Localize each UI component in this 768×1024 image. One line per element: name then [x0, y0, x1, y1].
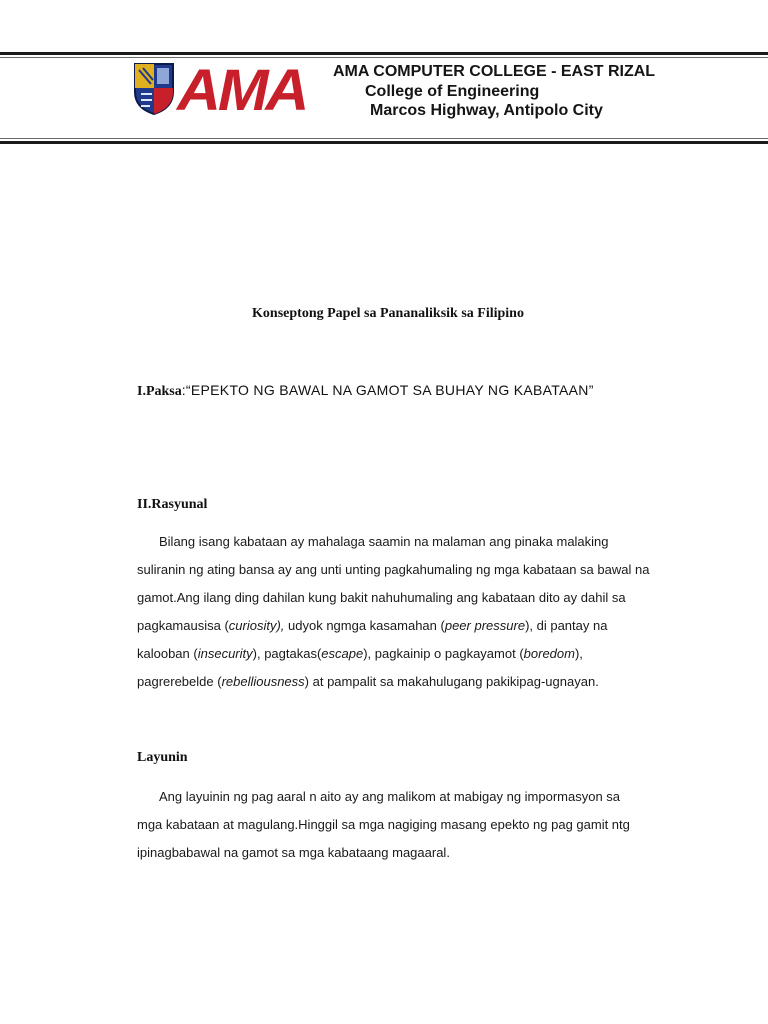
rationale-heading: II.Rasyunal — [137, 497, 208, 512]
objective-paragraph — [137, 783, 677, 867]
text-run: kalooban ( — [137, 646, 198, 661]
letterhead-top-rule-thin — [0, 57, 768, 58]
text-run: ), di pantay na — [525, 618, 608, 633]
letterhead-bottom-rule — [0, 141, 768, 144]
paragraph-line: gamot.Ang ilang ding dahilan kung bakit nahuhumaling ang kabataan dito ay dahil sa — [137, 590, 626, 605]
college-name: AMA COMPUTER COLLEGE - EAST RIZAL — [333, 63, 656, 80]
text-run: pagrerebelde ( — [137, 674, 222, 689]
paragraph-line — [137, 640, 677, 668]
paragraph-line: suliranin ng ating bansa ay ang unti unting pagkahumaling ng mga kabataan sa bawal na — [137, 562, 650, 577]
topic-line — [137, 382, 594, 400]
letterhead — [0, 52, 768, 146]
college-logo — [133, 58, 307, 123]
shield-icon — [133, 62, 175, 116]
paragraph-line — [137, 612, 677, 640]
paragraph-line: Bilang isang kabataan ay mahalaga saamin na malaman ang pinaka malaking — [159, 534, 609, 549]
text-run: ), pagkainip o pagkayamot ( — [363, 646, 524, 661]
college-department: College of Engineering — [365, 83, 540, 100]
paragraph-line: Ang layuinin ng pag aaral n aito ay ang malikom at mabigay ng impormasyon sa — [159, 789, 621, 804]
text-run: ), pagtakas( — [252, 646, 322, 661]
topic-text: :“EPEKTO NG BAWAL NA GAMOT SA BUHAY NG KABATAAN” — [181, 382, 594, 398]
text-run: ) at pampalit sa makahulugang pakikipag-ugnayan. — [304, 674, 599, 689]
rationale-paragraph — [137, 528, 677, 696]
text-run: ), — [574, 646, 583, 661]
college-address: Marcos Highway, Antipolo City — [370, 102, 603, 119]
logo-wordmark: AMA — [177, 58, 307, 123]
italic-term: boredom — [523, 646, 575, 661]
italic-term: insecurity — [197, 646, 253, 661]
italic-term: escape — [321, 646, 364, 661]
letterhead-top-rule — [0, 52, 768, 55]
paragraph-line: ipinagbabawal na gamot sa mga kabataang magaaral. — [137, 845, 450, 860]
italic-term: rebelliousness — [221, 674, 305, 689]
objective-heading: Layunin — [137, 750, 188, 765]
text-run: pagkamausisa ( — [137, 618, 229, 633]
paragraph-line — [137, 668, 677, 696]
document-title: Konseptong Papel sa Pananaliksik sa Filipino — [252, 306, 524, 321]
letterhead-bottom-rule-thin — [0, 138, 768, 139]
text-run: udyok ngmga kasamahan ( — [284, 618, 445, 633]
italic-term: curiosity), — [228, 618, 285, 633]
topic-label: I.Paksa — [137, 384, 182, 399]
paragraph-line: mga kabataan at magulang.Hinggil sa mga nagiging masang epekto ng pag gamit ntg — [137, 817, 630, 832]
italic-term: peer pressure — [444, 618, 526, 633]
